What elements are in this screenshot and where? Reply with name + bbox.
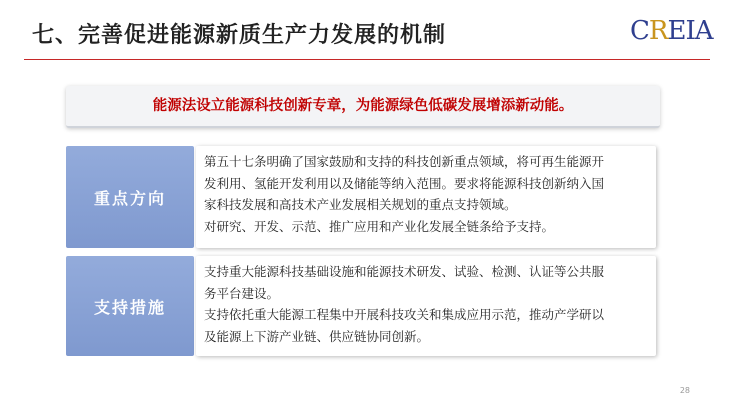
content-line: 发利用、氢能开发利用以及储能等纳入范围。要求将能源科技创新纳入国 (204, 175, 605, 191)
section-content-key-direction (196, 146, 656, 248)
section-content-support-measures (196, 256, 656, 356)
section-label-key-direction: 重点方向 (66, 146, 194, 248)
section-label-support-measures: 支持措施 (66, 256, 194, 356)
content-line: 及能源上下游产业链、供应链协同创新。 (204, 328, 430, 344)
logo-letter-e: E (667, 16, 686, 46)
page-number: 28 (679, 386, 690, 395)
logo-letter-r: R (648, 16, 668, 46)
logo-letters-ia: IA (685, 16, 713, 46)
content-line: 务平台建设。 (204, 285, 280, 301)
content-line: 支持重大能源科技基础设施和能源技术研发、试验、检测、认证等公共服 (204, 264, 605, 279)
creia-logo (630, 10, 716, 52)
content-line: 对研究、开发、示范、推广应用和产业化发展全链条给予支持。 (204, 218, 555, 234)
logo-letter-c: C (630, 16, 649, 46)
content-line: 第五十七条明确了国家鼓励和支持的科技创新重点领域，将可再生能源开 (204, 154, 605, 169)
highlight-banner: 能源法设立能源科技创新专章，为能源绿色低碳发展增添新动能。 (66, 86, 660, 128)
page-title: 七、完善促进能源新质生产力发展的机制 (32, 23, 447, 48)
title-divider (24, 59, 710, 60)
content-line: 家科技发展和高技术产业发展相关规划的重点支持领域。 (204, 197, 517, 212)
content-line: 支持依托重大能源工程集中开展科技攻关和集成应用示范，推动产学研以 (204, 307, 605, 322)
